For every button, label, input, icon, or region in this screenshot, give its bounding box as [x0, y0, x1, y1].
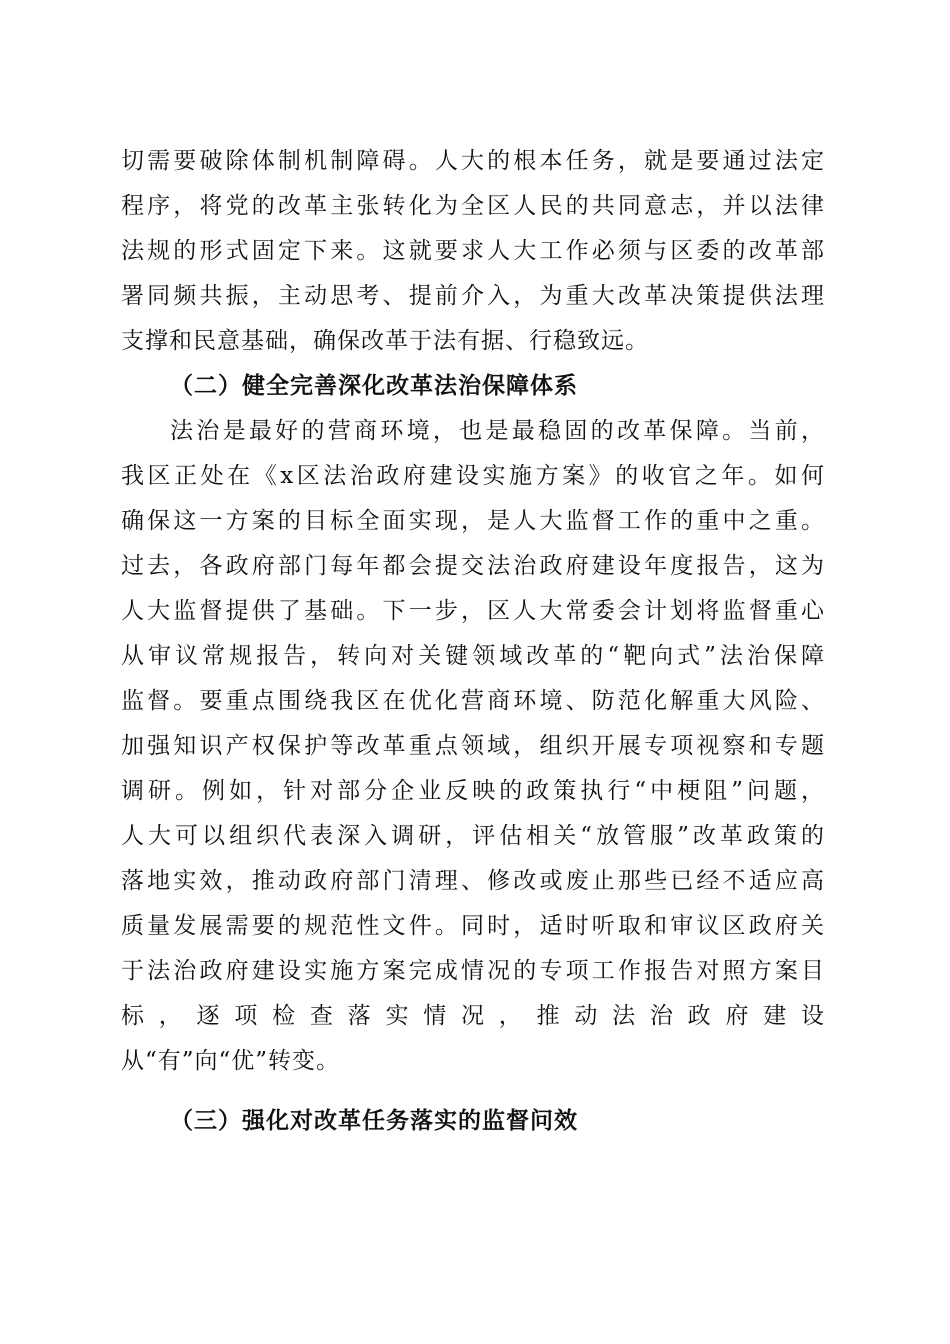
- paragraph-1-line-3: 法规的形式固定下来。这就要求人大工作必须与区委的改革部: [121, 238, 825, 264]
- paragraph-2-line-2: 我区正处在《x区法治政府建设实施方案》的收官之年。如何: [121, 463, 825, 489]
- section-heading-3: （三）强化对改革任务落实的监督问效: [170, 1107, 578, 1134]
- paragraph-1-line-4: 署同频共振，主动思考、提前介入，为重大改革决策提供法理: [121, 283, 825, 309]
- paragraph-2-line-11: 落地实效，推动政府部门清理、修改或废止那些已经不适应高: [121, 868, 825, 894]
- paragraph-2-line-1: 法治是最好的营商环境，也是最稳固的改革保障。当前，: [170, 418, 825, 444]
- paragraph-2-line-14: 标，逐项检查落实情况，推动法治政府建设: [121, 1003, 825, 1029]
- paragraph-2-line-7: 监督。要重点围绕我区在优化营商环境、防范化解重大风险、: [121, 688, 825, 714]
- paragraph-2-line-13: 于法治政府建设实施方案完成情况的专项工作报告对照方案目: [121, 958, 825, 984]
- paragraph-2-line-9: 调研。例如，针对部分企业反映的政策执行“中梗阻”问题，: [121, 778, 825, 804]
- paragraph-2-line-8: 加强知识产权保护等改革重点领域，组织开展专项视察和专题: [121, 733, 825, 759]
- paragraph-1-line-1: 切需要破除体制机制障碍。人大的根本任务，就是要通过法定: [121, 148, 825, 174]
- paragraph-2-line-10: 人大可以组织代表深入调研，评估相关“放管服”改革政策的: [121, 823, 825, 849]
- paragraph-2-line-15: 从“有”向“优”转变。: [121, 1048, 341, 1074]
- paragraph-2-line-6: 从审议常规报告，转向对关键领域改革的“靶向式”法治保障: [121, 643, 825, 669]
- paragraph-2-line-12: 质量发展需要的规范性文件。同时，适时听取和审议区政府关: [121, 913, 825, 939]
- paragraph-2-line-5: 人大监督提供了基础。下一步，区人大常委会计划将监督重心: [121, 598, 825, 624]
- section-heading-2: （二）健全完善深化改革法治保障体系: [170, 372, 578, 399]
- paragraph-1-line-2: 程序，将党的改革主张转化为全区人民的共同意志，并以法律: [121, 193, 825, 219]
- paragraph-2-line-4: 过去，各政府部门每年都会提交法治政府建设年度报告，这为: [121, 553, 825, 579]
- paragraph-2-line-3: 确保这一方案的目标全面实现，是人大监督工作的重中之重。: [121, 508, 825, 534]
- paragraph-1-line-5: 支撑和民意基础，确保改革于法有据、行稳致远。: [121, 328, 649, 354]
